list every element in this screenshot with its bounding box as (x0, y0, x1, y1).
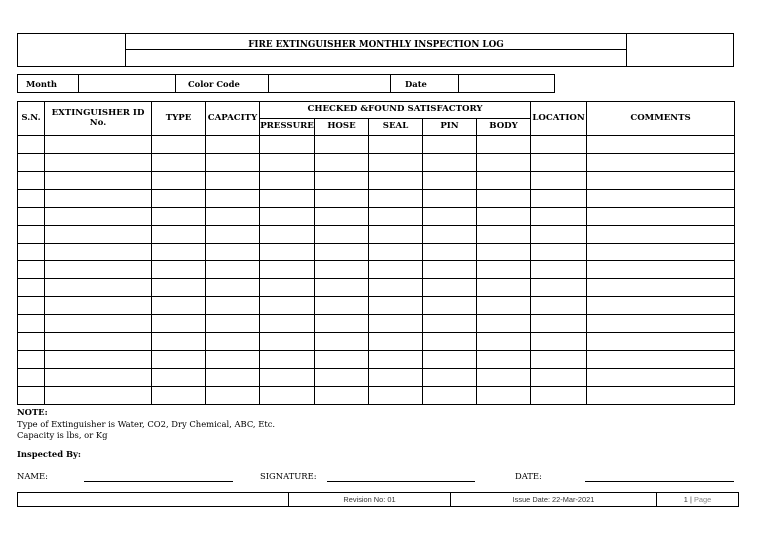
table-cell[interactable] (423, 261, 477, 279)
table-cell[interactable] (531, 207, 587, 225)
table-cell[interactable] (45, 279, 152, 297)
table-cell[interactable] (369, 243, 423, 261)
table-cell[interactable] (531, 351, 587, 369)
date-signoff-field[interactable] (585, 481, 734, 482)
table-row (18, 315, 735, 333)
table-cell[interactable] (45, 261, 152, 279)
location-header: LOCATION (531, 102, 587, 136)
table-cell[interactable] (315, 368, 369, 386)
table-cell[interactable] (152, 261, 206, 279)
table-cell[interactable] (45, 243, 152, 261)
note-line-1: Type of Extinguisher is Water, CO2, Dry Chemical, ABC, Etc. (17, 419, 276, 429)
table-cell[interactable] (152, 189, 206, 207)
type-header: TYPE (152, 102, 206, 136)
table-cell[interactable] (423, 333, 477, 351)
table-cell[interactable] (260, 207, 315, 225)
table-cell[interactable] (315, 153, 369, 171)
table-cell[interactable] (477, 315, 531, 333)
table-row (18, 297, 735, 315)
table-cell[interactable] (587, 189, 735, 207)
table-cell[interactable] (18, 136, 45, 154)
title-block (17, 33, 734, 67)
table-cell[interactable] (587, 261, 735, 279)
table-cell[interactable] (587, 225, 735, 243)
table-cell[interactable] (587, 333, 735, 351)
footer-table (17, 492, 739, 507)
table-cell[interactable] (260, 279, 315, 297)
table-row (18, 189, 735, 207)
capacity-header: CAPACITY (206, 102, 260, 136)
table-cell[interactable] (18, 315, 45, 333)
table-cell[interactable] (18, 368, 45, 386)
table-cell[interactable] (531, 243, 587, 261)
table-cell[interactable] (206, 136, 260, 154)
table-cell[interactable] (152, 351, 206, 369)
table-cell[interactable] (587, 297, 735, 315)
table-row (18, 171, 735, 189)
table-cell[interactable] (18, 207, 45, 225)
table-cell[interactable] (477, 386, 531, 404)
table-row (18, 351, 735, 369)
revision-number: Revision No: 01 (289, 493, 451, 507)
table-cell[interactable] (423, 225, 477, 243)
table-cell[interactable] (152, 243, 206, 261)
table-cell[interactable] (369, 189, 423, 207)
table-cell[interactable] (587, 207, 735, 225)
issue-date: Issue Date: 22-Mar-2021 (451, 493, 657, 507)
sn-header: S.N. (18, 102, 45, 136)
table-cell[interactable] (369, 225, 423, 243)
table-cell[interactable] (206, 189, 260, 207)
table-cell[interactable] (45, 315, 152, 333)
table-cell[interactable] (423, 243, 477, 261)
table-cell[interactable] (587, 153, 735, 171)
table-cell[interactable] (369, 315, 423, 333)
subtitle-cell (126, 50, 627, 66)
footer-blank-cell (18, 493, 289, 507)
table-cell[interactable] (423, 315, 477, 333)
inspected-by-label: Inspected By: (17, 449, 82, 459)
table-cell[interactable] (206, 368, 260, 386)
table-cell[interactable] (18, 279, 45, 297)
table-row (18, 261, 735, 279)
table-cell[interactable] (531, 279, 587, 297)
table-cell[interactable] (423, 189, 477, 207)
table-cell[interactable] (423, 153, 477, 171)
table-cell[interactable] (45, 333, 152, 351)
table-cell[interactable] (531, 225, 587, 243)
table-cell[interactable] (18, 189, 45, 207)
table-cell[interactable] (260, 136, 315, 154)
table-cell[interactable] (260, 243, 315, 261)
signature-field[interactable] (327, 481, 475, 482)
table-row (18, 225, 735, 243)
table-row (18, 243, 735, 261)
color-code-field[interactable] (269, 75, 391, 93)
table-cell[interactable] (423, 279, 477, 297)
table-row (18, 386, 735, 404)
pressure-header: PRESSURE (260, 119, 315, 136)
month-field[interactable] (79, 75, 176, 93)
table-cell[interactable] (206, 386, 260, 404)
page-label: Page (693, 495, 712, 504)
table-cell[interactable] (152, 207, 206, 225)
table-cell[interactable] (477, 189, 531, 207)
table-cell[interactable] (315, 171, 369, 189)
color-code-label: Color Code (176, 75, 269, 93)
table-cell[interactable] (18, 386, 45, 404)
table-cell[interactable] (587, 351, 735, 369)
table-cell[interactable] (45, 153, 152, 171)
table-cell[interactable] (260, 261, 315, 279)
date-label: Date (391, 75, 459, 93)
logo-cell (18, 34, 126, 66)
table-cell[interactable] (315, 386, 369, 404)
table-cell[interactable] (315, 279, 369, 297)
table-cell[interactable] (369, 351, 423, 369)
table-cell[interactable] (315, 207, 369, 225)
table-cell[interactable] (369, 386, 423, 404)
table-cell[interactable] (260, 333, 315, 351)
table-cell[interactable] (206, 333, 260, 351)
meta-fields-table (17, 74, 555, 93)
comments-header: COMMENTS (587, 102, 735, 136)
table-cell[interactable] (477, 171, 531, 189)
table-cell[interactable] (369, 333, 423, 351)
table-cell[interactable] (477, 207, 531, 225)
table-cell[interactable] (315, 136, 369, 154)
table-cell[interactable] (45, 351, 152, 369)
signature-label: SIGNATURE: (260, 471, 317, 481)
table-cell[interactable] (18, 297, 45, 315)
seal-header: SEAL (369, 119, 423, 136)
table-cell[interactable] (315, 189, 369, 207)
table-cell[interactable] (477, 333, 531, 351)
table-cell[interactable] (152, 225, 206, 243)
table-row (18, 333, 735, 351)
table-cell[interactable] (206, 279, 260, 297)
table-cell[interactable] (45, 136, 152, 154)
table-cell[interactable] (206, 243, 260, 261)
table-cell[interactable] (587, 386, 735, 404)
table-cell[interactable] (152, 136, 206, 154)
table-cell[interactable] (477, 243, 531, 261)
table-cell[interactable] (587, 315, 735, 333)
table-row (18, 368, 735, 386)
date-field[interactable] (459, 75, 555, 93)
table-cell[interactable] (18, 243, 45, 261)
table-cell[interactable] (531, 333, 587, 351)
table-cell[interactable] (152, 153, 206, 171)
table-cell[interactable] (206, 207, 260, 225)
table-cell[interactable] (477, 279, 531, 297)
table-cell[interactable] (260, 315, 315, 333)
table-cell[interactable] (18, 351, 45, 369)
table-cell[interactable] (587, 279, 735, 297)
inspection-table (17, 101, 735, 405)
table-cell[interactable] (315, 243, 369, 261)
table-cell[interactable] (477, 261, 531, 279)
table-cell[interactable] (531, 261, 587, 279)
table-cell[interactable] (18, 171, 45, 189)
table-row (18, 136, 735, 154)
note-heading: NOTE: (17, 407, 48, 417)
table-cell[interactable] (369, 368, 423, 386)
table-cell[interactable] (152, 297, 206, 315)
table-cell[interactable] (531, 153, 587, 171)
pin-header: PIN (423, 119, 477, 136)
table-cell[interactable] (152, 386, 206, 404)
table-cell[interactable] (315, 297, 369, 315)
table-cell[interactable] (315, 333, 369, 351)
table-cell[interactable] (587, 171, 735, 189)
table-cell[interactable] (315, 351, 369, 369)
table-cell[interactable] (531, 136, 587, 154)
table-cell[interactable] (369, 171, 423, 189)
table-cell[interactable] (152, 171, 206, 189)
table-cell[interactable] (260, 225, 315, 243)
table-cell[interactable] (423, 351, 477, 369)
table-cell[interactable] (587, 368, 735, 386)
table-cell[interactable] (531, 189, 587, 207)
table-cell[interactable] (152, 368, 206, 386)
table-cell[interactable] (206, 261, 260, 279)
checked-group-header: CHECKED &FOUND SATISFACTORY (260, 102, 531, 119)
table-cell[interactable] (45, 207, 152, 225)
table-cell[interactable] (369, 136, 423, 154)
table-cell[interactable] (477, 225, 531, 243)
table-row (18, 207, 735, 225)
table-cell[interactable] (260, 386, 315, 404)
table-cell[interactable] (260, 351, 315, 369)
table-cell[interactable] (206, 171, 260, 189)
table-cell[interactable] (423, 297, 477, 315)
table-cell[interactable] (423, 386, 477, 404)
table-cell[interactable] (260, 189, 315, 207)
table-cell[interactable] (423, 207, 477, 225)
table-cell[interactable] (369, 297, 423, 315)
right-title-cell (627, 34, 733, 66)
page-number: 1 | Page (657, 493, 739, 507)
table-cell[interactable] (206, 153, 260, 171)
table-cell[interactable] (260, 368, 315, 386)
table-cell[interactable] (369, 207, 423, 225)
table-cell[interactable] (260, 297, 315, 315)
table-cell[interactable] (477, 153, 531, 171)
table-cell[interactable] (152, 315, 206, 333)
table-cell[interactable] (45, 386, 152, 404)
table-cell[interactable] (531, 297, 587, 315)
table-cell[interactable] (206, 351, 260, 369)
table-cell[interactable] (531, 368, 587, 386)
table-cell[interactable] (369, 279, 423, 297)
note-line-2: Capacity is lbs, or Kg (17, 430, 108, 440)
name-field[interactable] (84, 481, 233, 482)
table-cell[interactable] (423, 368, 477, 386)
table-cell[interactable] (45, 189, 152, 207)
table-cell[interactable] (587, 243, 735, 261)
table-cell[interactable] (152, 279, 206, 297)
table-cell[interactable] (477, 297, 531, 315)
table-cell[interactable] (18, 261, 45, 279)
table-cell[interactable] (206, 297, 260, 315)
table-cell[interactable] (315, 225, 369, 243)
table-cell[interactable] (315, 315, 369, 333)
table-cell[interactable] (477, 136, 531, 154)
date-signoff-label: DATE: (515, 471, 542, 481)
table-cell[interactable] (423, 171, 477, 189)
body-header: BODY (477, 119, 531, 136)
page-title: FIRE EXTINGUISHER MONTHLY INSPECTION LOG (248, 40, 504, 50)
table-cell[interactable] (18, 153, 45, 171)
table-cell[interactable] (45, 225, 152, 243)
table-cell[interactable] (45, 297, 152, 315)
month-label: Month (18, 75, 79, 93)
table-cell[interactable] (45, 368, 152, 386)
table-cell[interactable] (206, 225, 260, 243)
table-cell[interactable] (531, 171, 587, 189)
table-cell[interactable] (369, 261, 423, 279)
table-cell[interactable] (531, 315, 587, 333)
table-row (18, 153, 735, 171)
table-cell[interactable] (45, 171, 152, 189)
table-row (18, 279, 735, 297)
page-number-value: 1 (683, 495, 688, 504)
table-cell[interactable] (206, 315, 260, 333)
table-cell[interactable] (315, 261, 369, 279)
table-cell[interactable] (18, 333, 45, 351)
title-cell (126, 34, 627, 50)
table-cell[interactable] (260, 153, 315, 171)
table-cell[interactable] (260, 171, 315, 189)
table-cell[interactable] (369, 153, 423, 171)
table-cell[interactable] (152, 333, 206, 351)
hose-header: HOSE (315, 119, 369, 136)
table-cell[interactable] (477, 351, 531, 369)
table-cell[interactable] (423, 136, 477, 154)
table-cell[interactable] (477, 368, 531, 386)
table-cell[interactable] (18, 225, 45, 243)
extinguisher-id-header: EXTINGUISHER ID No. (45, 102, 152, 136)
table-cell[interactable] (531, 386, 587, 404)
name-label: NAME: (17, 471, 48, 481)
table-cell[interactable] (587, 136, 735, 154)
